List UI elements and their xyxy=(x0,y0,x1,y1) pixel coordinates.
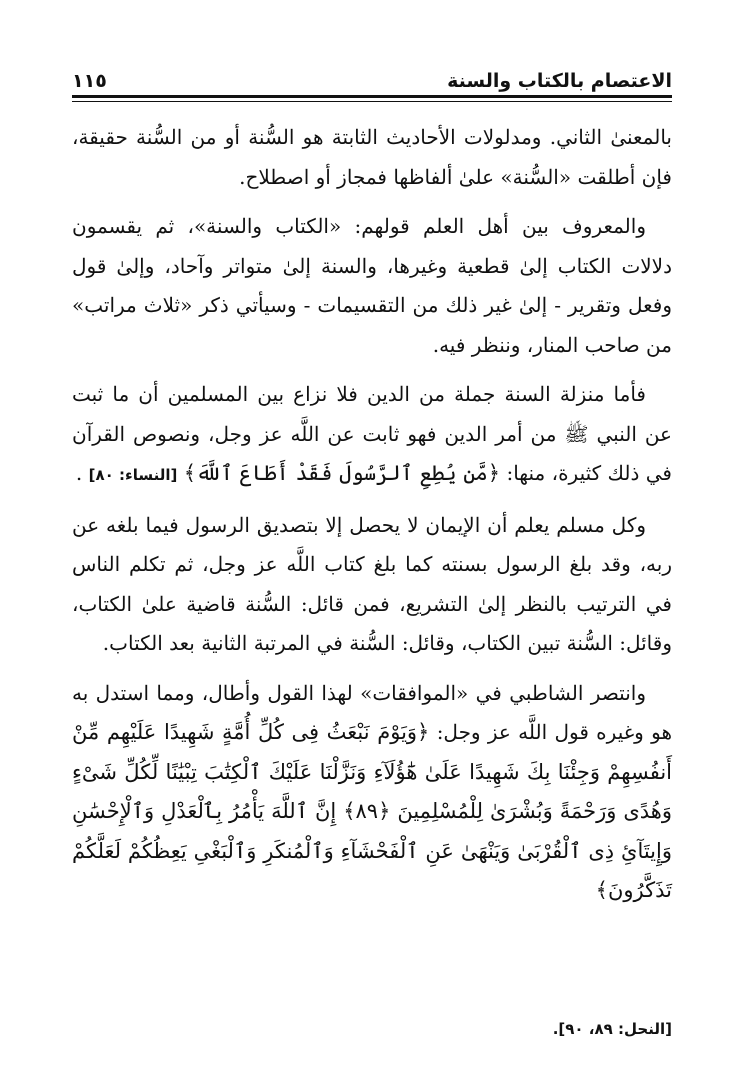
paragraph-5 xyxy=(72,674,672,911)
paragraph-2: والمعروف بين أهل العلم قولهم: «الكتاب والسنة»، ثم يقسمون دلالات الكتاب إلىٰ قطعية وغيرها، والسنة إلىٰ متواتر وآحاد، وإلىٰ قول وفعل وتقرير - إلىٰ غير ذلك من التقسيمات - وسيأتي ذكر «ثلاث مراتب» من صاحب المنار، وننظر فيه. xyxy=(72,214,672,357)
page-body xyxy=(72,118,672,921)
paragraph-5-text: وانتصر الشاطبي في «الموافقات» لهذا القول وأطال، ومما استدل به هو وغيره قول اللَّه عز وجل: xyxy=(72,680,673,744)
header-rule-thin xyxy=(72,101,672,102)
verse-1-reference: [النساء: ٨٠] xyxy=(88,466,178,484)
paragraph-3: فأما منزلة السنة جملة من الدين فلا نزاع بين المسلمين أن ما ثبت عن النبي ﷺ من أمر الدين فهو ثابت عن اللَّه عز وجل، ونصوص القرآن في ذلك كثيرة، منها: ﴿مَّن يُطِعِ ٱلرَّسُولَ فَقَدْ أَطَاعَ ٱللَّهَ﴾ [النساء: ٨٠] . xyxy=(72,382,672,485)
header-rule-thick xyxy=(72,95,672,98)
verse-2-reference: [النحل: ٨٩، ٩٠]. xyxy=(552,1020,672,1038)
paragraph-4: وكل مسلم يعلم أن الإيمان لا يحصل إلا بتصديق الرسول فيما بلغه عن ربه، وقد بلغ الرسول بسنته كما بلغ كتاب اللَّه عز وجل، ثم تكلم الناس في الترتيب بالنظر إلىٰ التشريع، فمن قائل: السُّنة قاضية علىٰ الكتاب، وقائل: السُّنة تبين الكتاب، وقائل: السُّنة في المرتبة الثانية بعد الكتاب. xyxy=(72,512,672,655)
paragraph-1: بالمعنىٰ الثاني. ومدلولات الأحاديث الثابتة هو السُّنة أو من السُّنة حقيقة، فإن أطلقت «السُّنة» علىٰ ألفاظها فمجاز أو اصطلاح. xyxy=(72,125,672,189)
paragraph-3-text: فأما منزلة السنة جملة من الدين فلا نزاع بين المسلمين أن ما ثبت عن النبي ﷺ من أمر الدين فهو ثابت عن اللَّه عز وجل، ونصوص القرآن في ذلك كثيرة، منها: xyxy=(72,382,672,485)
quran-verse-2: ﴿وَيَوْمَ نَبْعَثُ فِى كُلِّ أُمَّةٍ شَهِيدًا عَلَيْهِم مِّنْ أَنفُسِهِمْ وَجِئْنَا بِكَ شَهِيدًا عَلَىٰ هَٰٓؤُلَآءِ وَنَزَّلْنَا عَلَيْكَ ٱلْكِتَٰبَ تِبْيَٰنًا لِّكُلِّ شَىْءٍ وَهُدًى وَرَحْمَةً وَبُشْرَىٰ لِلْمُسْلِمِينَ ﴿٨٩﴾ إِنَّ ٱللَّهَ يَأْمُرُ بِٱلْعَدْلِ وَٱلْإِحْسَٰنِ وَإِيتَآئِ ذِى ٱلْقُرْبَىٰ وَيَنْهَىٰ عَنِ ٱلْفَحْشَآءِ وَٱلْمُنكَرِ وَٱلْبَغْىِ يَعِظُكُمْ لَعَلَّكُمْ تَذَكَّرُونَ﴾ xyxy=(72,720,673,902)
running-title: الاعتصام بالكتاب والسنة xyxy=(447,70,672,92)
quran-verse-1: ﴿مَّن يُطِعِ ٱلرَّسُولَ فَقَدْ أَطَاعَ ٱللَّهَ﴾ xyxy=(183,461,501,485)
page-number: ١١٥ xyxy=(72,70,107,92)
page-header xyxy=(72,58,672,92)
